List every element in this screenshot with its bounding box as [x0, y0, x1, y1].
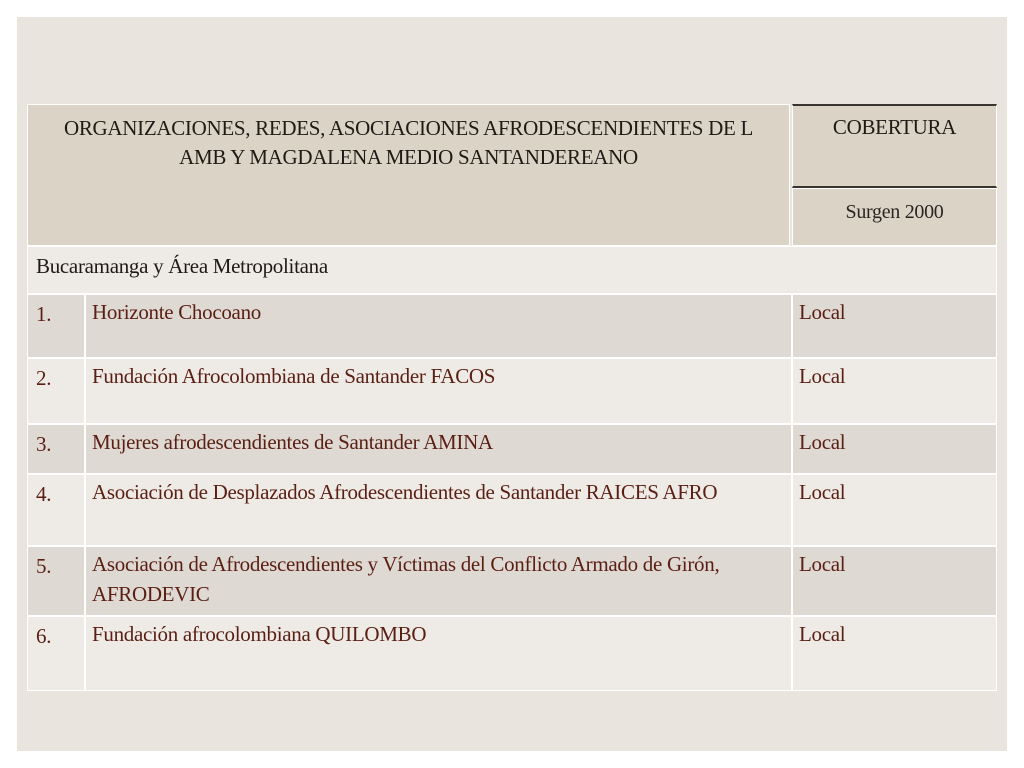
organizations-table: [27, 104, 997, 691]
coverage-value: Local: [792, 424, 997, 474]
coverage-value: Local: [792, 474, 997, 546]
table-title: ORGANIZACIONES, REDES, ASOCIACIONES AFRODESCENDIENTES DE L AMB Y MAGDALENA MEDIO SANTANDEREANO: [27, 104, 790, 246]
coverage-value: Local: [792, 294, 997, 358]
section-label: Bucaramanga y Área Metropolitana: [27, 246, 997, 294]
organization-name: Asociación de Desplazados Afrodescendientes de Santander RAICES AFRO: [85, 474, 792, 546]
organization-name: Asociación de Afrodescendientes y Víctimas del Conflicto Armado de Girón, AFRODEVIC: [85, 546, 792, 616]
organization-name: Mujeres afrodescendientes de Santander AMINA: [85, 424, 792, 474]
row-number: 1.: [27, 294, 85, 358]
coverage-value: Local: [792, 546, 997, 616]
coverage-value: Local: [792, 616, 997, 691]
organization-name: Fundación Afrocolombiana de Santander FACOS: [85, 358, 792, 424]
row-number: 2.: [27, 358, 85, 424]
organization-name: Fundación afrocolombiana QUILOMBO: [85, 616, 792, 691]
year-label: Surgen 2000: [792, 188, 997, 246]
row-number: 4.: [27, 474, 85, 546]
coverage-value: Local: [792, 358, 997, 424]
organization-name: Horizonte Chocoano: [85, 294, 792, 358]
row-number: 6.: [27, 616, 85, 691]
row-number: 5.: [27, 546, 85, 616]
row-number: 3.: [27, 424, 85, 474]
coverage-header: COBERTURA: [792, 104, 997, 188]
